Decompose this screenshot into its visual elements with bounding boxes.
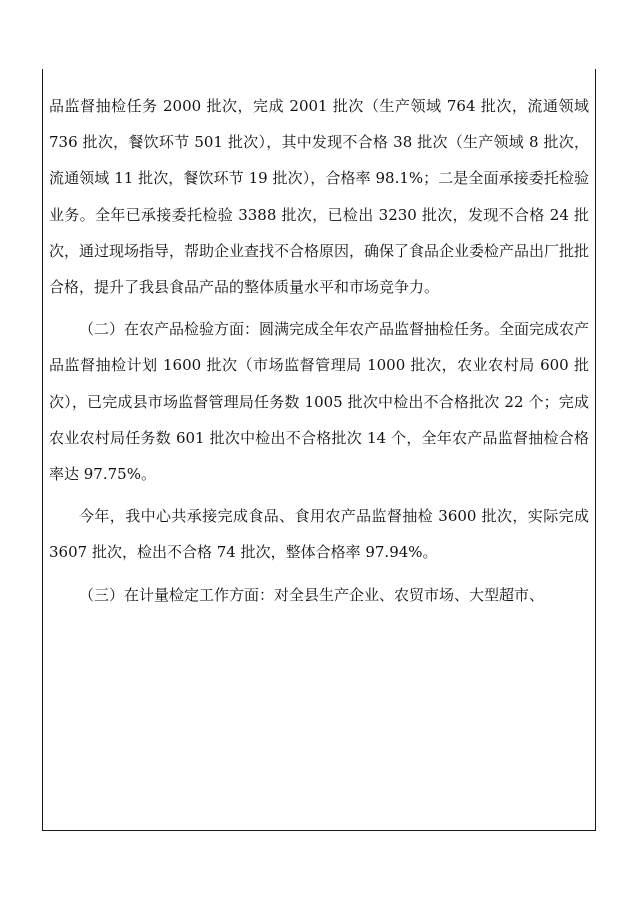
document-body bbox=[49, 88, 589, 613]
paragraph-metrology-verification: （三）在计量检定工作方面：对全县生产企业、农贸市场、大型超市、 bbox=[79, 585, 545, 604]
paragraph-annual-summary: 今年，我中心共承接完成食品、食用农产品监督抽检 3600 批次，实际完成 3607 批次，检出不合格 74 批次，整体合格率 97.94%。 bbox=[49, 507, 589, 562]
paragraph-food-inspection-continued: 品监督抽检任务 2000 批次，完成 2001 批次（生产领域 764 批次，流通领域 736 批次，餐饮环节 501 批次），其中发现不合格 38 批次（生产领域 8 批次，流通领域 11 批次，餐饮环节 19 批次），合格率 98.1%；二是全面承接委托检验业务。全年已承接委托检验 3388 批次，已检出 3230 批次，发现不合格 24 批次，通过现场指导，帮助企业查找不合格原因，确保了食品企业委检产品出厂批批合格，提升了我县食品产品的整体质量水平和市场竞争力。 bbox=[49, 97, 590, 297]
paragraph-agri-product-inspection: （二）在农产品检验方面：圆满完成全年农产品监督抽检任务。全面完成农产品监督抽检计划 1600 批次（市场监督管理局 1000 批次，农业农村局 600 批次），已完成县市场监督管理局任务数 1005 批次中检出不合格批次 22 个；完成农业农村局任务数 601 批次中检出不合格批次 14 个，全年农产品监督抽检合格率达 97.75%。 bbox=[49, 320, 590, 484]
